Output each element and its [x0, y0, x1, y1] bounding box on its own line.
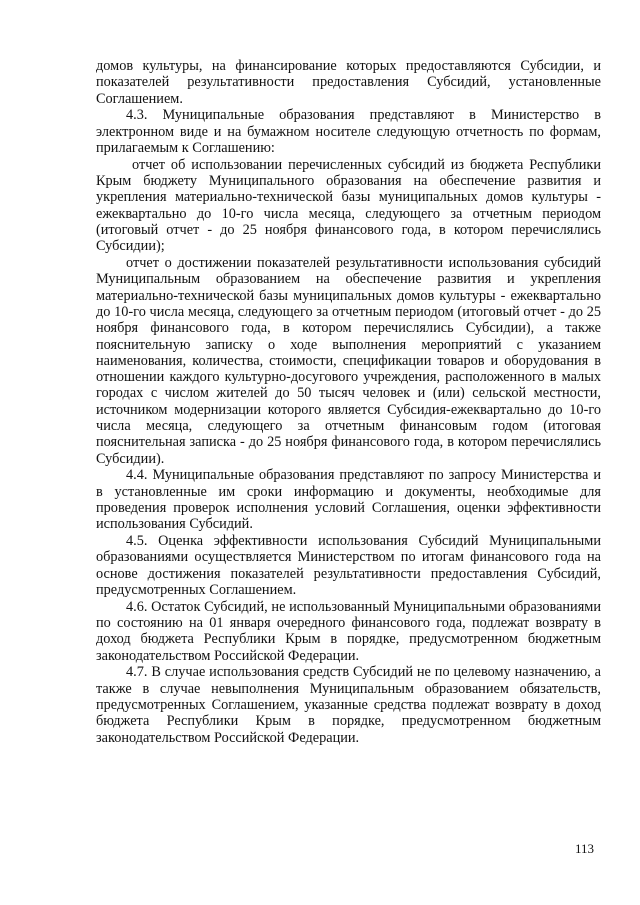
paragraph-4-7: 4.7. В случае использования средств Субсидий не по целевому назначению, а также в случае невыполнения Муниципальным образованием обязательств, предусмотренных Соглашением, указанные средства подлежат возврату в доход бюджета Республики Крым в порядке, предусмотренном бюджетным законодательством Российской Федерации. — [96, 664, 601, 746]
paragraph-4-5: 4.5. Оценка эффективности использования Субсидий Муниципальными образованиями осуществляется Министерством по итогам финансового года на основе достижения показателей результативности предоставления Субсидий, предусмотренных Соглашением. — [96, 533, 601, 598]
paragraph-4-6: 4.6. Остаток Субсидий, не использованный Муниципальными образованиями по состоянию на 01 января очередного финансового года, подлежат возврату в доход бюджета Республики Крым в порядке, предусмотренном бюджетным законодательством Российской Федерации. — [96, 598, 601, 664]
paragraph-report-usage: отчет об использовании перечисленных субсидий из бюджета Республики Крым бюджету Муниципального образования на обеспечение развития и укрепления материально-технической базы муниципальных домов культуры - ежеквартально до 10-го числа месяца, следующего за отчетным периодом (итоговый отчет - до 25 ноября финансового года, в котором перечислялись Субсидии); — [96, 156, 601, 255]
paragraph-continuation: домов культуры, на финансирование которых предоставляются Субсидии, и показателей результативности предоставления Субсидий, установленные Соглашением. — [96, 58, 601, 107]
paragraph-4-4: 4.4. Муниципальные образования представляют по запросу Министерства и в установленные им сроки информацию и документы, необходимые для проведения проверок исполнения условий Соглашения, оценки эффективности использования Субсидий. — [96, 467, 601, 533]
page-number: 113 — [575, 841, 595, 856]
paragraph-4-3: 4.3. Муниципальные образования представляют в Министерство в электронном виде и на бумажном носителе следующую отчетность по формам, прилагаемым к Соглашению: — [96, 107, 601, 156]
document-body — [96, 58, 601, 746]
paragraph-report-results: отчет о достижении показателей результативности использования субсидий Муниципальным образованием на обеспечение развития и укрепления материально-технической базы муниципальных домов культуры - ежеквартально до 10-го числа месяца, следующего за отчетным периодом (итоговый отчет - до 25 ноября финансового года, в котором перечислялись Субсидии), а также пояснительную записку о ходе выполнения мероприятий с указанием наименования, количества, стоимости, спецификации товаров и оборудования в отношении каждого культурно-досугового учреждения, расположенного в малых городах с числом жителей до 50 тысяч человек и (или) сельской местности, источником модернизации которого является Субсидия-ежеквартально до 10-го числа месяца, следующего за отчетным финансовым годом (итоговая пояснительная записка - до 25 ноября финансового года, в котором перечислялись Субсидии). — [96, 255, 601, 467]
